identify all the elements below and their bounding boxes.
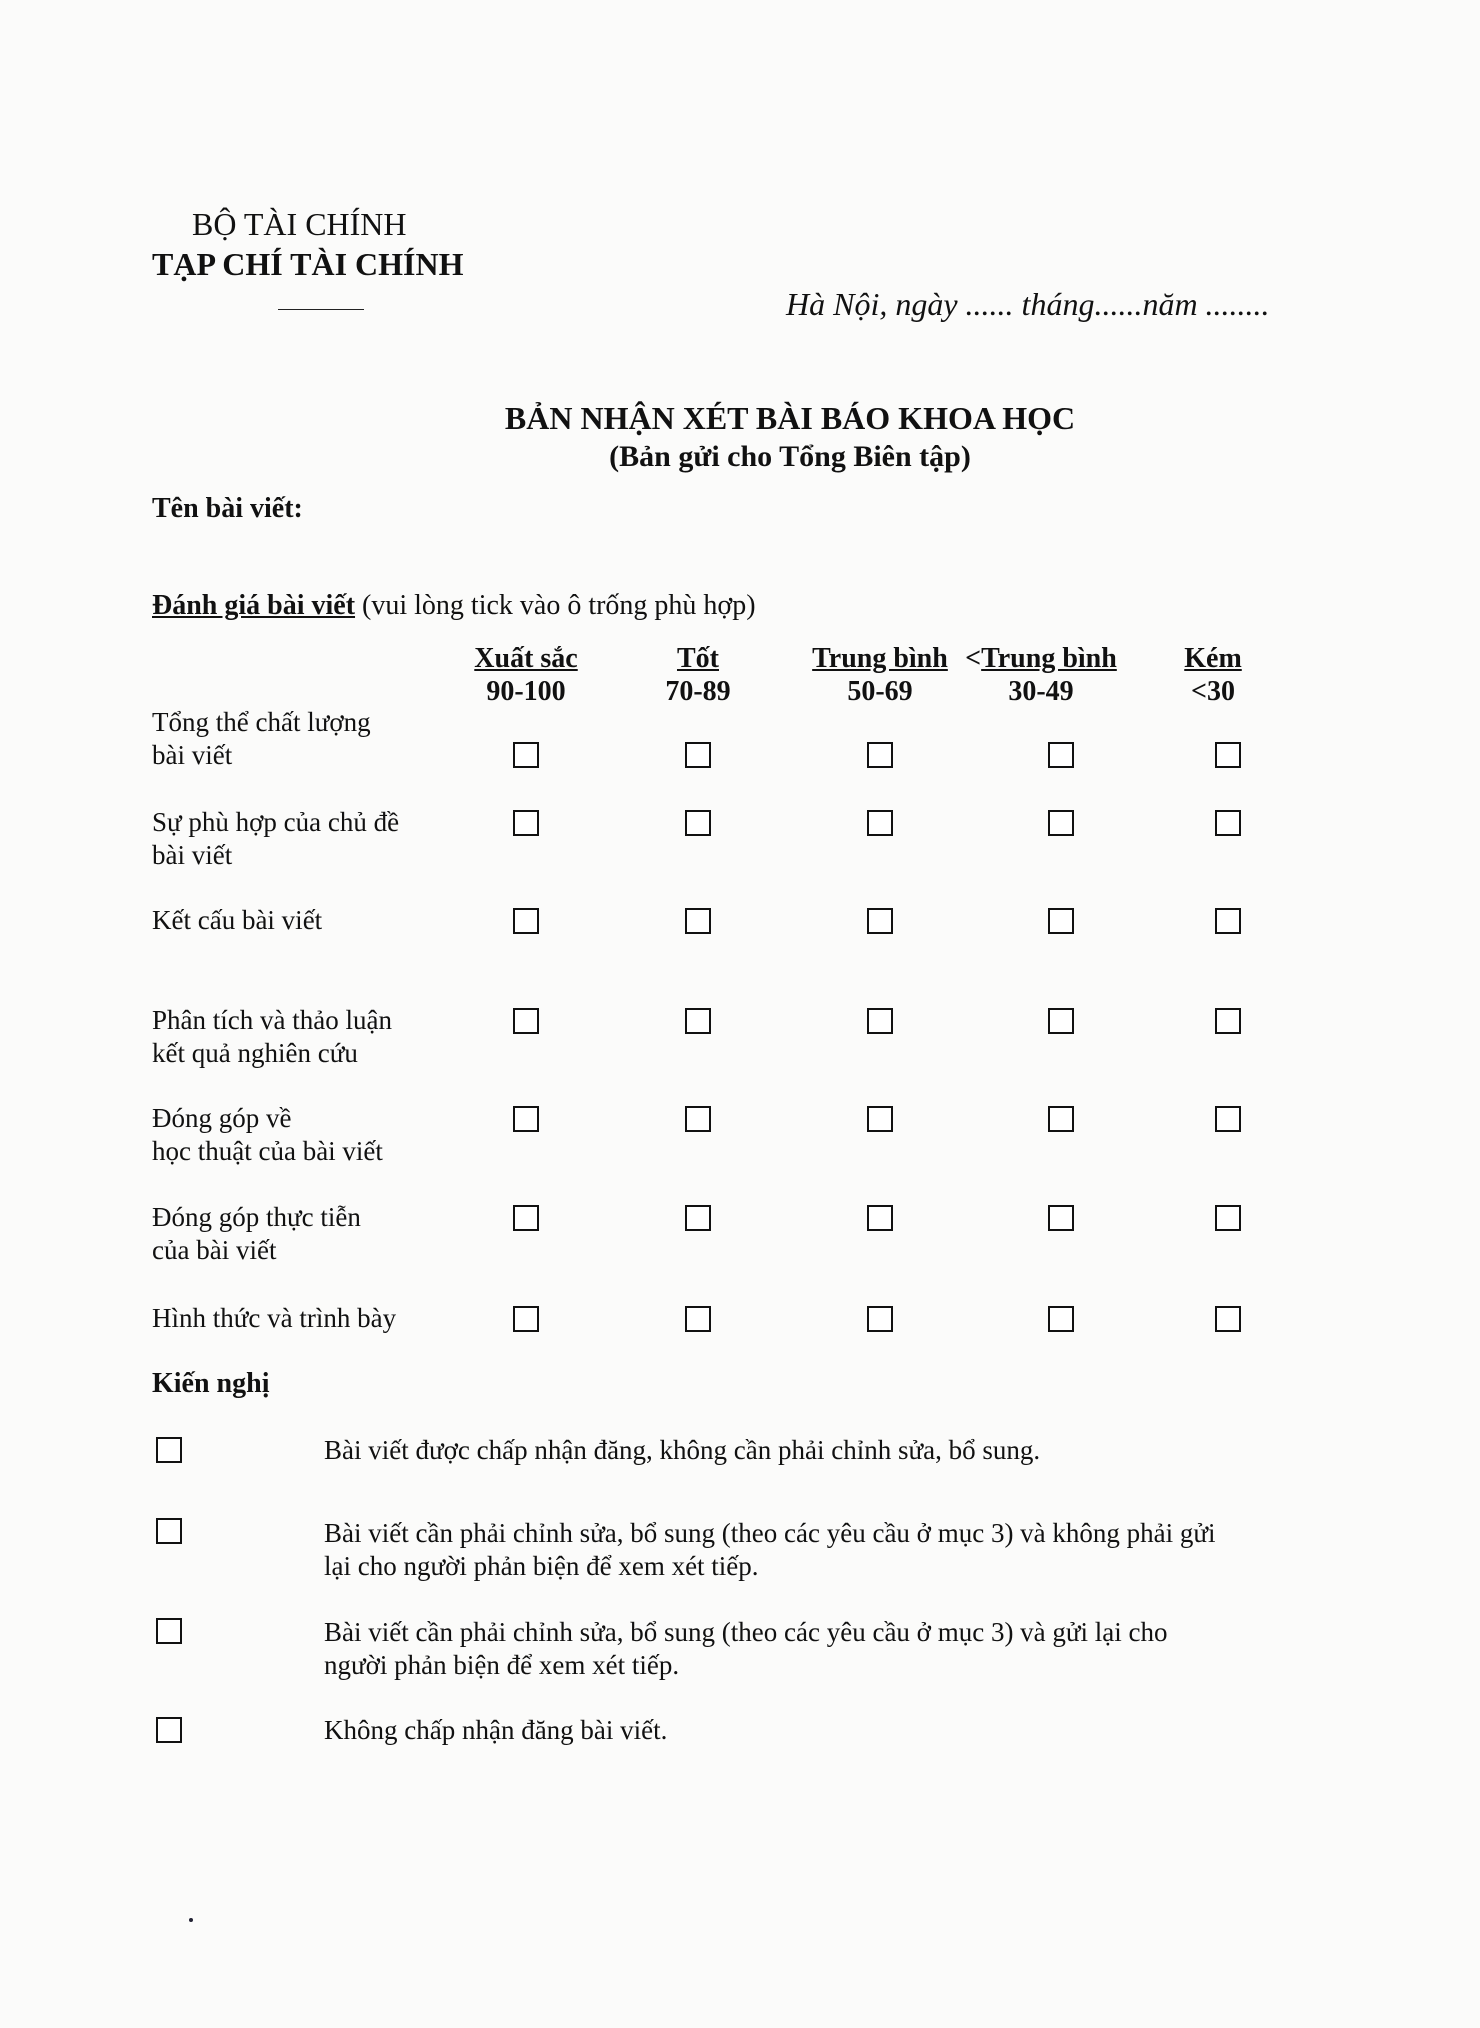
column-label: Trung bình bbox=[812, 643, 948, 674]
recommendations-title: Kiến nghị bbox=[152, 1368, 270, 1399]
column-label: Tốt bbox=[676, 643, 719, 674]
ministry-name: BỘ TÀI CHÍNH bbox=[192, 206, 407, 242]
column-prefix: < bbox=[965, 643, 982, 674]
criterion-label: học thuật của bài viết bbox=[152, 1136, 383, 1166]
column-range: 50-69 bbox=[847, 676, 913, 707]
recommendation-checkbox-reject[interactable] bbox=[156, 1717, 182, 1743]
article-name-label: Tên bài viết: bbox=[152, 493, 303, 524]
evaluation-instruction: (vui lòng tick vào ô trống phù hợp) bbox=[362, 590, 756, 621]
criterion-label: Đóng góp thực tiễn bbox=[152, 1202, 361, 1232]
rating-checkbox[interactable] bbox=[867, 1008, 893, 1034]
rating-checkbox[interactable] bbox=[1048, 810, 1074, 836]
criterion-label: của bài viết bbox=[152, 1235, 277, 1265]
recommendation-option-major-revision bbox=[324, 1616, 1306, 1682]
rating-checkbox[interactable] bbox=[867, 1306, 893, 1332]
criterion-overall-quality bbox=[152, 706, 442, 772]
criterion-label: Tổng thể chất lượng bbox=[152, 707, 371, 737]
criterion-topic-relevance bbox=[152, 806, 442, 872]
journal-name: TẠP CHÍ TÀI CHÍNH bbox=[152, 246, 464, 282]
date-line: Hà Nội, ngày ...... tháng......năm ........ bbox=[786, 286, 1270, 322]
criterion-label: Sự phù hợp của chủ đề bbox=[152, 807, 400, 837]
recommendation-option-minor-revision bbox=[324, 1517, 1306, 1583]
rating-checkbox[interactable] bbox=[685, 810, 711, 836]
criterion-label: Hình thức và trình bày bbox=[152, 1303, 397, 1333]
column-header-excellent bbox=[474, 642, 577, 708]
rating-checkbox[interactable] bbox=[1048, 1306, 1074, 1332]
criterion-label: Phân tích và thảo luận bbox=[152, 1005, 392, 1035]
scan-speck bbox=[189, 1918, 193, 1922]
criterion-label: bài viết bbox=[152, 840, 233, 870]
rating-checkbox[interactable] bbox=[1215, 810, 1241, 836]
rating-checkbox[interactable] bbox=[513, 1205, 539, 1231]
column-range: 90-100 bbox=[486, 676, 566, 707]
rating-checkbox[interactable] bbox=[867, 810, 893, 836]
criterion-label: Đóng góp về bbox=[152, 1103, 292, 1133]
rating-checkbox[interactable] bbox=[867, 1106, 893, 1132]
criterion-label: Kết cấu bài viết bbox=[152, 905, 323, 935]
rating-checkbox[interactable] bbox=[867, 1205, 893, 1231]
column-range: 70-89 bbox=[665, 676, 731, 707]
form-subtitle: (Bản gửi cho Tổng Biên tập) bbox=[609, 440, 971, 473]
header-divider bbox=[278, 309, 364, 310]
recommendation-option-accept bbox=[324, 1434, 1306, 1467]
rating-checkbox[interactable] bbox=[685, 1106, 711, 1132]
rating-checkbox[interactable] bbox=[1048, 1106, 1074, 1132]
rating-checkbox[interactable] bbox=[1048, 1008, 1074, 1034]
rating-checkbox[interactable] bbox=[513, 1306, 539, 1332]
rating-checkbox[interactable] bbox=[513, 742, 539, 768]
column-header-below-average bbox=[965, 642, 1117, 708]
rating-checkbox[interactable] bbox=[1215, 908, 1241, 934]
column-header-average bbox=[812, 642, 948, 708]
rating-checkbox[interactable] bbox=[1215, 1205, 1241, 1231]
column-label: Kém bbox=[1184, 643, 1242, 674]
recommendation-text: Bài viết cần phải chỉnh sửa, bổ sung (theo các yêu cầu ở mục 3) và gửi lại cho bbox=[324, 1617, 1168, 1647]
recommendation-text: Bài viết cần phải chỉnh sửa, bổ sung (theo các yêu cầu ở mục 3) và không phải gửi bbox=[324, 1518, 1216, 1548]
criterion-label: bài viết bbox=[152, 740, 233, 770]
rating-checkbox[interactable] bbox=[1048, 742, 1074, 768]
column-label: Trung bình bbox=[981, 643, 1117, 674]
criterion-analysis-discussion bbox=[152, 1004, 442, 1070]
rating-checkbox[interactable] bbox=[685, 1205, 711, 1231]
criterion-label: kết quả nghiên cứu bbox=[152, 1038, 358, 1068]
recommendation-text: người phản biện để xem xét tiếp. bbox=[324, 1650, 680, 1680]
recommendation-checkbox-major-revision[interactable] bbox=[156, 1618, 182, 1644]
criterion-academic-contribution bbox=[152, 1102, 442, 1168]
column-header-good bbox=[665, 642, 730, 708]
rating-checkbox[interactable] bbox=[1215, 1106, 1241, 1132]
rating-checkbox[interactable] bbox=[513, 908, 539, 934]
rating-checkbox[interactable] bbox=[1215, 1306, 1241, 1332]
rating-checkbox[interactable] bbox=[685, 742, 711, 768]
criterion-practical-contribution bbox=[152, 1201, 442, 1267]
rating-checkbox[interactable] bbox=[1048, 908, 1074, 934]
column-header-poor bbox=[1184, 642, 1242, 708]
recommendation-text: Không chấp nhận đăng bài viết. bbox=[324, 1715, 668, 1745]
rating-checkbox[interactable] bbox=[513, 1008, 539, 1034]
column-range: 30-49 bbox=[1008, 676, 1074, 707]
recommendation-text: Bài viết được chấp nhận đăng, không cần phải chỉnh sửa, bổ sung. bbox=[324, 1435, 1041, 1465]
rating-checkbox[interactable] bbox=[685, 1306, 711, 1332]
rating-checkbox[interactable] bbox=[867, 742, 893, 768]
column-range: <30 bbox=[1191, 676, 1235, 707]
recommendation-text: lại cho người phản biện để xem xét tiếp. bbox=[324, 1551, 759, 1581]
rating-checkbox[interactable] bbox=[1215, 742, 1241, 768]
recommendation-checkbox-accept[interactable] bbox=[156, 1437, 182, 1463]
rating-checkbox[interactable] bbox=[685, 1008, 711, 1034]
evaluation-title: Đánh giá bài viết bbox=[152, 590, 356, 621]
criterion-structure bbox=[152, 904, 442, 937]
recommendation-checkbox-minor-revision[interactable] bbox=[156, 1518, 182, 1544]
column-label: Xuất sắc bbox=[474, 643, 578, 674]
form-title: BẢN NHẬN XÉT BÀI BÁO KHOA HỌC bbox=[504, 400, 1076, 436]
rating-checkbox[interactable] bbox=[513, 810, 539, 836]
rating-checkbox[interactable] bbox=[867, 908, 893, 934]
rating-checkbox[interactable] bbox=[1048, 1205, 1074, 1231]
rating-checkbox[interactable] bbox=[685, 908, 711, 934]
rating-checkbox[interactable] bbox=[1215, 1008, 1241, 1034]
recommendation-option-reject bbox=[324, 1714, 1306, 1747]
criterion-format-presentation bbox=[152, 1302, 442, 1335]
evaluation-heading bbox=[152, 590, 756, 622]
rating-checkbox[interactable] bbox=[513, 1106, 539, 1132]
